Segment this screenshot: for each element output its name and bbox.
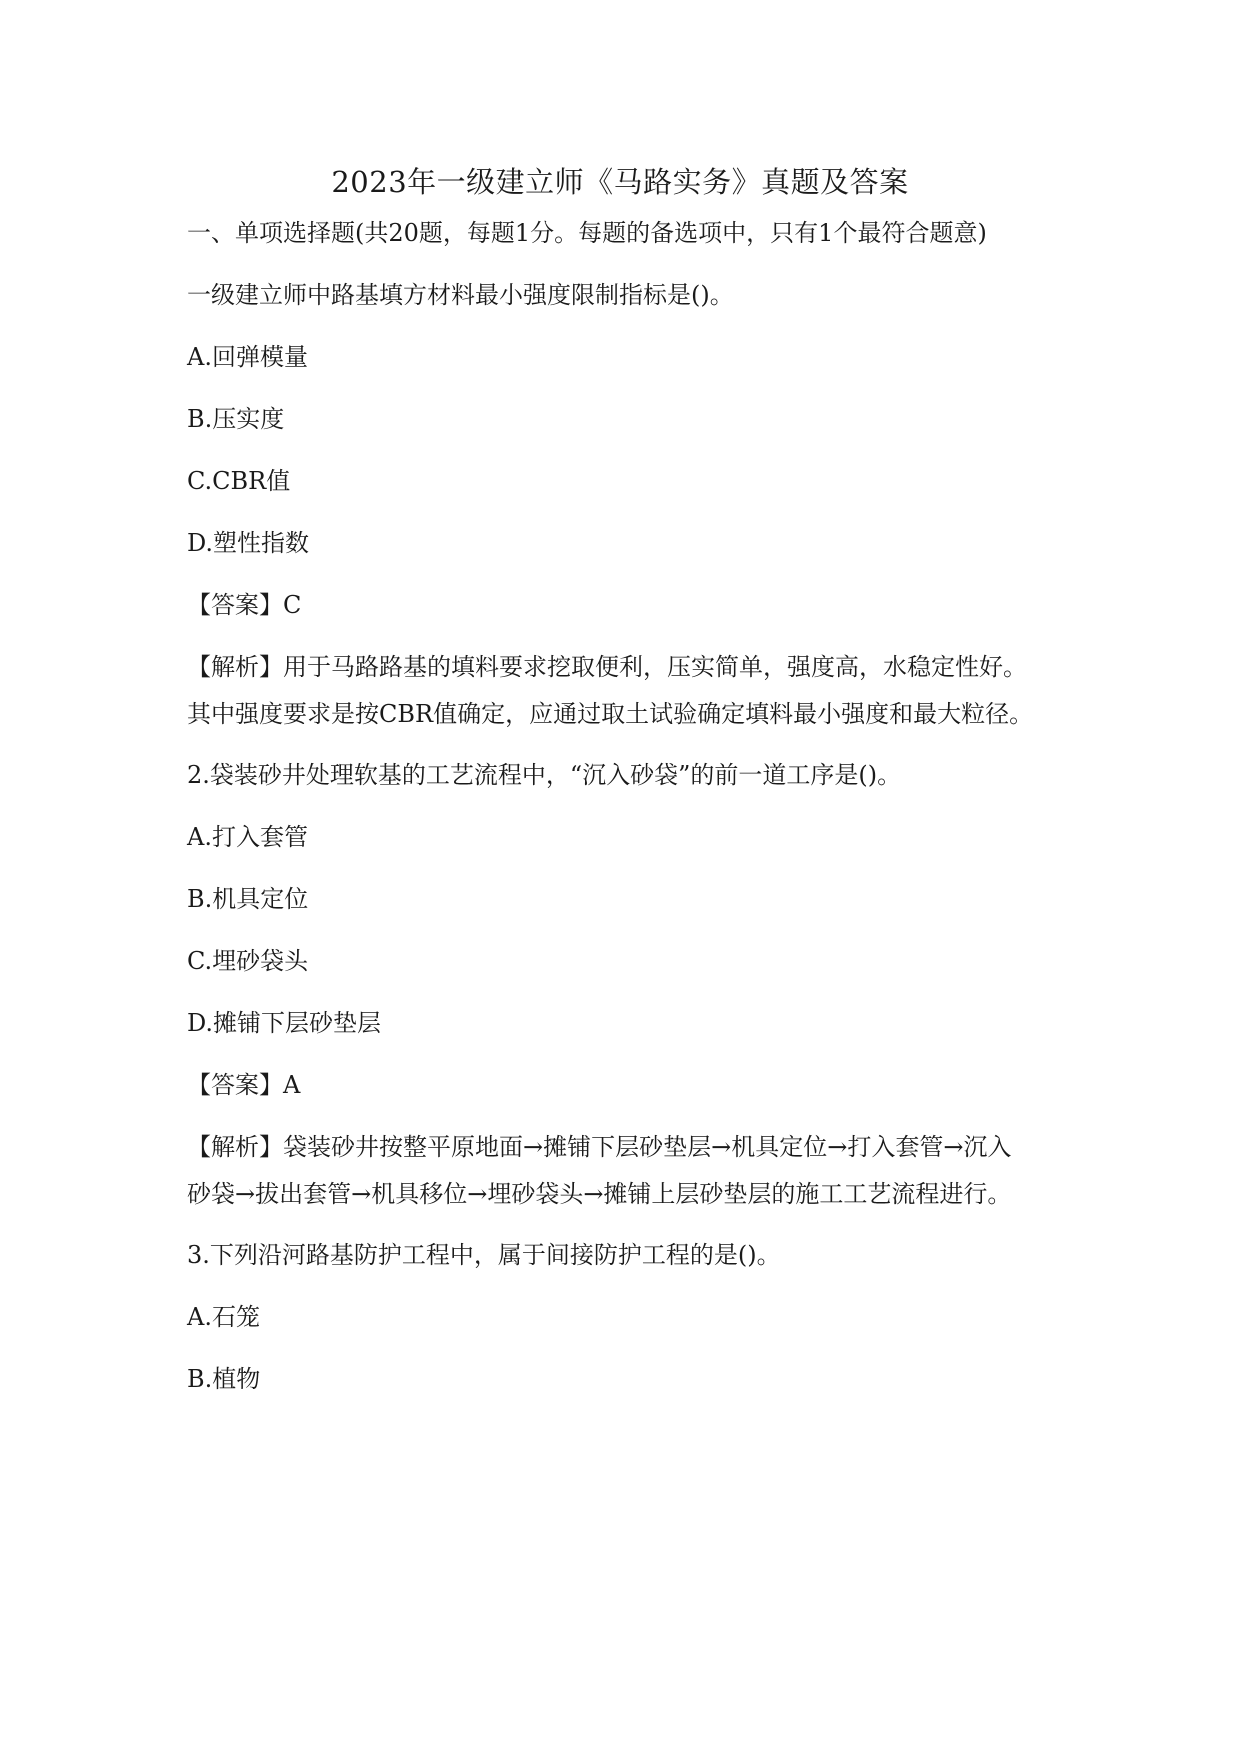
question-2-analysis-line-2: 砂袋→拔出套管→机具移位→埋砂袋头→摊铺上层砂垫层的施工工艺流程进行。	[187, 1180, 1012, 1208]
question-3-stem: 3.下列沿河路基防护工程中，属于间接防护工程的是()。	[187, 1241, 781, 1269]
section-heading: 一、单项选择题(共20题，每题1分。每题的备选项中，只有1个最符合题意)	[187, 219, 987, 247]
question-2-analysis-line-1: 【解析】袋装砂井按整平原地面→摊铺下层砂垫层→机具定位→打入套管→沉入	[187, 1133, 1012, 1161]
question-3-option-b: B.植物	[187, 1365, 261, 1393]
question-2-option-b: B.机具定位	[187, 885, 309, 913]
document-title: 2023年一级建立师《马路实务》真题及答案	[331, 165, 909, 199]
question-1-option-b: B.压实度	[187, 405, 285, 433]
question-1-stem: 一级建立师中路基填方材料最小强度限制指标是()。	[187, 281, 734, 309]
question-3-option-a: A.石笼	[187, 1303, 260, 1331]
question-1-option-a: A.回弹模量	[187, 343, 308, 371]
question-1-analysis	[187, 644, 1067, 738]
question-2-option-d: D.摊铺下层砂垫层	[187, 1009, 382, 1037]
question-1-analysis-line-2: 其中强度要求是按CBR值确定，应通过取土试验确定填料最小强度和最大粒径。	[187, 700, 1034, 728]
question-2-analysis	[187, 1124, 1067, 1218]
question-2-stem: 2.袋装砂井处理软基的工艺流程中，“沉入砂袋”的前一道工序是()。	[187, 761, 902, 789]
question-1-option-d: D.塑性指数	[187, 529, 310, 557]
question-2-option-a: A.打入套管	[187, 823, 308, 851]
question-2-option-c: C.埋砂袋头	[187, 947, 309, 975]
question-1-option-c: C.CBR值	[187, 467, 291, 495]
question-1-analysis-line-1: 【解析】用于马路路基的填料要求挖取便利，压实简单，强度高，水稳定性好。	[187, 653, 1027, 681]
question-1-answer: 【答案】C	[187, 591, 302, 619]
question-2-answer: 【答案】A	[187, 1071, 301, 1099]
